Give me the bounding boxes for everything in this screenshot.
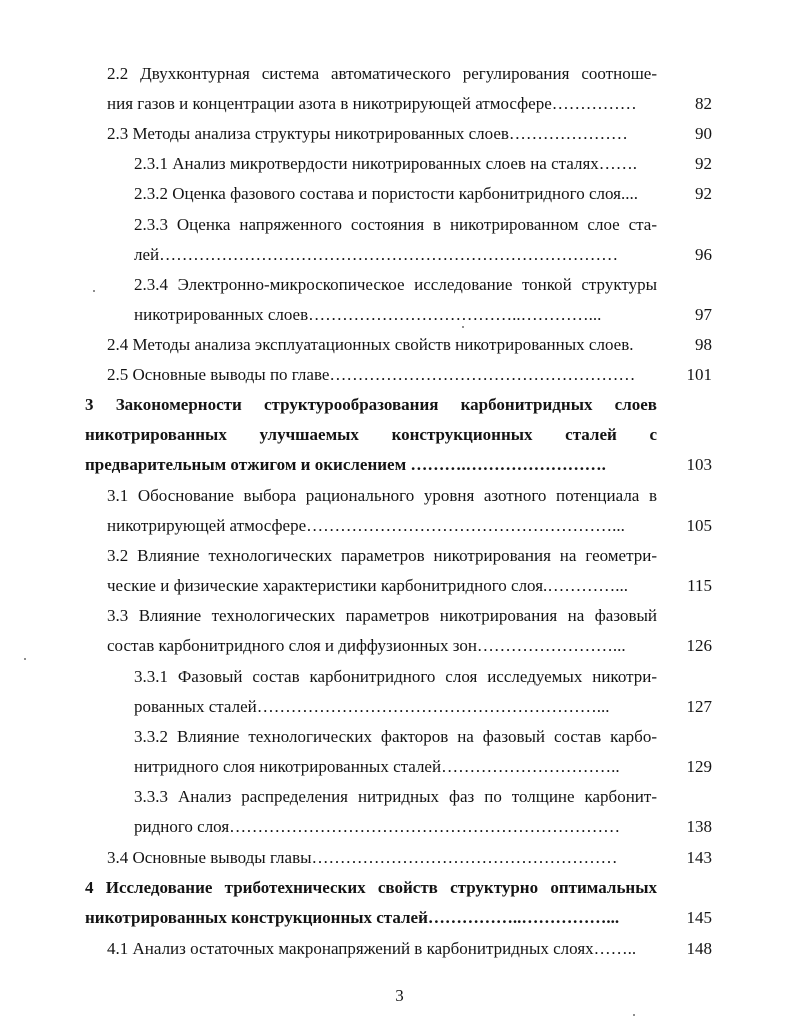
toc-line: ридного слоя…………………………………………………………… — [134, 817, 621, 836]
toc-line: никотрирующей атмосфере………………………………………………... — [107, 516, 625, 535]
toc-line: предварительным отжигом и окислением ……….……………………. — [85, 455, 606, 474]
scan-speck — [462, 326, 464, 328]
toc-line: никотрированных конструкционных сталей……………..……………... — [85, 908, 620, 927]
toc-page-number: 145 — [686, 908, 712, 927]
toc-page-number: 127 — [686, 697, 712, 716]
toc-line: 4 Исследование триботехнических свойств структурно оптимальных — [85, 878, 657, 897]
toc-line: ческие и физические характеристики карбонитридного слоя.…………... — [107, 576, 629, 595]
toc-line: 3.4 Основные выводы главы……………………………………………… — [107, 848, 618, 867]
toc-line: 3.3.2 Влияние технологических факторов на фазовый состав карбо- — [134, 727, 657, 746]
toc-page-number: 103 — [686, 455, 712, 474]
scan-speck — [93, 290, 95, 292]
toc-page-number: 82 — [695, 94, 712, 113]
toc-page-number: 105 — [686, 516, 712, 535]
toc-page-number: 92 — [695, 184, 712, 203]
toc-page-number: 90 — [695, 124, 712, 143]
toc-page-number: 96 — [695, 245, 712, 264]
toc-line: 2.5 Основные выводы по главе……………………………………………… — [107, 365, 636, 384]
toc-page-number: 126 — [686, 636, 712, 655]
toc-line: 3.3 Влияние технологических параметров никотрирования на фазовый — [107, 606, 657, 625]
scan-speck — [633, 1014, 635, 1016]
toc-line: 2.3.2 Оценка фазового состава и пористости карбонитридного слоя.... — [134, 184, 638, 203]
toc-line: 2.4 Методы анализа эксплуатационных свойств никотрированных слоев. — [107, 335, 634, 354]
toc-page-number: 97 — [695, 305, 712, 324]
toc-page-number: 129 — [686, 757, 712, 776]
toc-page-number: 148 — [686, 939, 712, 958]
page-number: 3 — [395, 986, 404, 1005]
toc-line: нитридного слоя никотрированных сталей………………………….. — [134, 757, 620, 776]
toc-line: 2.2 Двухконтурная система автоматического регулирования соотноше- — [107, 64, 657, 83]
toc-page-number: 92 — [695, 154, 712, 173]
toc-line: 2.3 Методы анализа структуры никотрированных слоев………………… — [107, 124, 628, 143]
toc-page-number: 98 — [695, 335, 712, 354]
toc-line: никотрированных улучшаемых конструкционных сталей с — [85, 425, 657, 444]
toc-line: 3.1 Обоснование выбора рационального уровня азотного потенциала в — [107, 486, 657, 505]
toc-line: 3.3.3 Анализ распределения нитридных фаз по толщине карбонит- — [134, 787, 657, 806]
toc-line: состав карбонитридного слоя и диффузионных зон……………………... — [107, 636, 626, 655]
toc-line: лей……………………………………………………………………… — [134, 245, 619, 264]
toc-line: 2.3.3 Оценка напряженного состояния в никотрированном слое ста- — [134, 215, 657, 234]
toc-page-number: 143 — [686, 848, 712, 867]
toc-line: 4.1 Анализ остаточных макронапряжений в карбонитридных слоях…….. — [107, 939, 637, 958]
toc-line: 2.3.1 Анализ микротвердости никотрированных слоев на сталях……. — [134, 154, 638, 173]
toc-line: 3.3.1 Фазовый состав карбонитридного слоя исследуемых никотри- — [134, 667, 657, 686]
toc-line: ния газов и концентрации азота в никотрирующей атмосфере…………… — [107, 94, 637, 113]
toc-line: 2.3.4 Электронно-микроскопическое исследование тонкой структуры — [134, 275, 657, 294]
toc-page-number: 101 — [686, 365, 712, 384]
toc-page-number: 115 — [687, 576, 712, 595]
toc-line: рованных сталей……………………………………………………... — [134, 697, 610, 716]
toc-page-number: 138 — [686, 817, 712, 836]
toc-line: 3.2 Влияние технологических параметров никотрирования на геометри- — [107, 546, 657, 565]
toc-line: никотрированных слоев………………………………..…………... — [134, 305, 602, 324]
toc-line: 3 Закономерности структурообразования карбонитридных слоев — [85, 395, 657, 414]
scan-speck — [24, 658, 26, 660]
